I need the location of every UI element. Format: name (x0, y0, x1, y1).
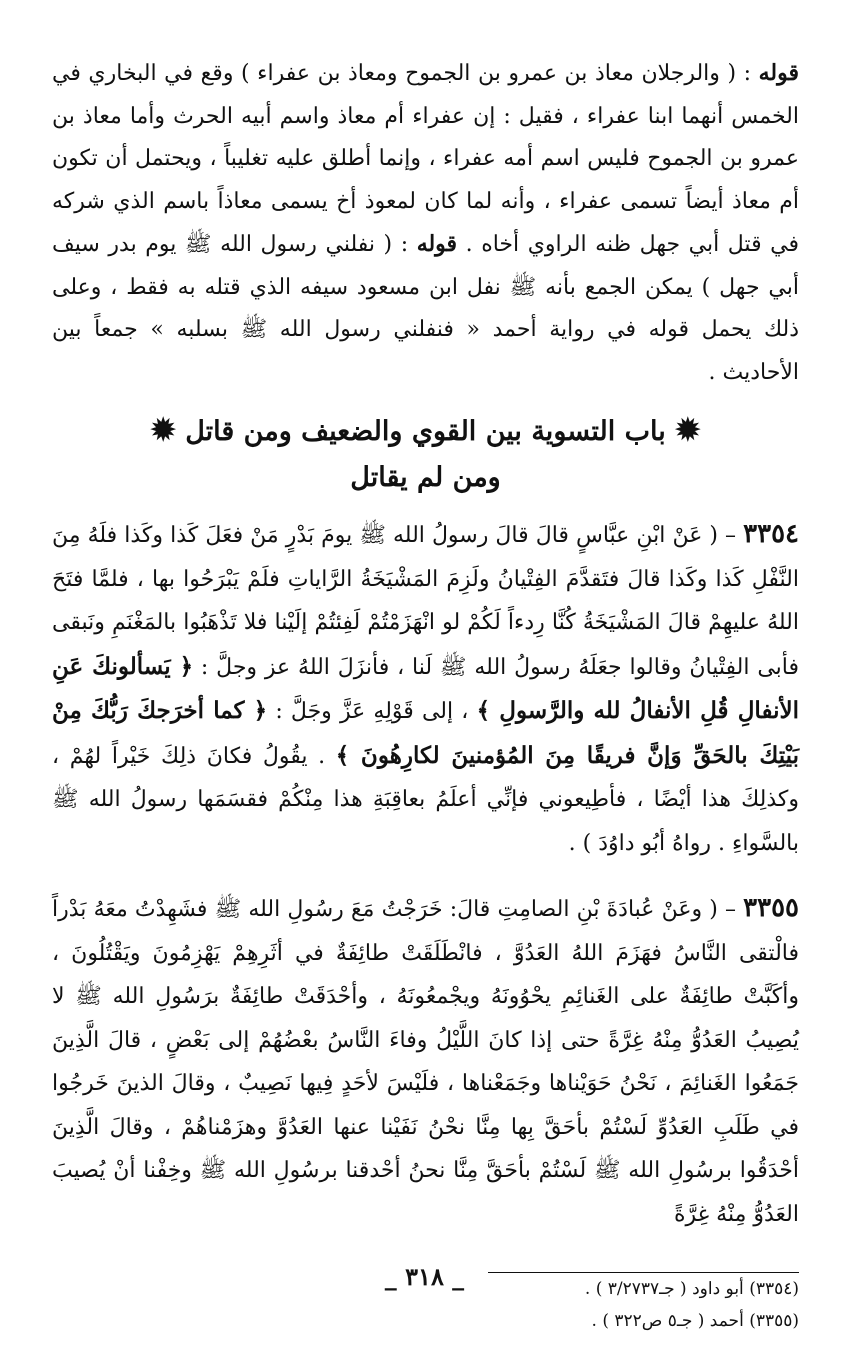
footnote: (٣٣٥٤) أبو داود ( جـ٣/٢٧٣٧ ) . (584, 1279, 799, 1299)
quran-verse: ﴿ كما أخرَجكَ رَبُّكَ مِنْ بَيْتِكَ بالحَقِّ وَإنَّ فريقًا مِنَ المُؤمنينَ لكارِهُونَ ﴾ (52, 697, 799, 769)
star-ornament-icon: ✹ (150, 413, 176, 448)
hadith-text: . يقُولُ فكانَ ذلِكَ خَيْراً لهُمْ ، وكذلِكَ هذا أيْضًا ، فأطِيعوني فإنِّي أعلَمُ بعاقِبَةِ هذا مِنْكُمْ فقسَمَها رسولُ الله ﷺ بالسَّواءِ . رواهُ أبُو داوُدَ ) . (52, 743, 799, 856)
page-number: _ ٣١٨ _ (384, 1262, 465, 1291)
hadith-text: – ( وعَنْ عُبادَةَ بْنِ الصامِتِ قالَ: خَرَجْتُ مَعَ رسُولِ الله ﷺ فشَهِدْتُ معَهُ بَدْراً فالْتقى النَّاسُ فهَزَمَ اللهُ العَدُوَّ ، فانْطَلَقَتْ طائِفَةٌ في أثَرِهِمْ يَهْزِمُونَ ويَقْتُلُونَ ، وأكَبَّتْ طائِفَةٌ على الغَنائِمِ يحْوُونَهُ ويجْمعُونَهُ ، وأحْدَقَتْ طائِفَةٌ برَسُولِ الله ﷺ لا يُصِيبُ العَدُوُّ مِنْهُ غِرَّةً حتى إذا كانَ اللَّيْلُ وفاءَ النَّاسُ بعْضُهُمْ إلى بَعْضٍ ، قالَ الَّذِينَ جَمَعُوا الغَنائِمَ ، نَحْنُ حَوَيْناها وجَمَعْناها ، فلَيْسَ لأحَدٍ فِيها نَصِيبٌ ، وقالَ الذينَ خَرجُوا في طَلَبِ العَدُوِّ لَسْتُمْ بأحَقَّ بِها مِنَّا نحْنُ نَفَيْنا عنها العَدُوَّ وهزَمْناهُمْ ، وقالَ الَّذِينَ أحْدَقُوا برسُولِ الله ﷺ لَسْتُمْ بأحَقَّ مِنَّا نحنُ أحْدقنا برسُولِ الله ﷺ وخِفْنا أنْ يُصيبَ العَدُوُّ مِنْهُ غِرَّةً (52, 897, 799, 1227)
commentary-paragraph (52, 52, 799, 394)
hadith-number: ٣٣٥٤ (743, 519, 799, 549)
quran-verse: ﴿ يَسألونكَ عَنِ الأنفالِ قُلِ الأنفالُ لله والرَّسولِ ﴾ (52, 652, 799, 724)
hadith-number: ٣٣٥٥ (743, 893, 799, 923)
hadith-3355 (52, 887, 799, 1236)
hadith-text: – ( عَنْ ابْنِ عبَّاسٍ قالَ قالَ رسولُ الله ﷺ يومَ بَدْرٍ مَنْ فعَلَ كَذا وكَذا فلَهُ مِنَ النَّفْلِ كَذا وكَذا قالَ فتَقدَّمَ الفِتْيانُ ولَزِمَ المَشْيَخَةُ الرَّاياتِ فلَمْ يَبْرَحُوا بها ، فلمَّا فتَحَ اللهُ عليهِمْ قالَ المَشْيَخَةُ كُنَّا رِدءاً لَكُمْ لو انْهَزَمْتُمْ لَفِئتُمْ إلَيْنا فلا تَذْهَبُوا بالمَغْنَمِ ونَبقى فأبى الفِتْيانُ وقالوا جعَلَهُ رسولُ الله ﷺ لَنا ، فأنزَلَ اللهُ عز وجلَّ : (52, 523, 799, 680)
chapter-title-line-2: ومن لم يقاتل (350, 462, 501, 493)
hadith-3354 (52, 513, 799, 865)
star-ornament-icon: ✹ (675, 413, 701, 448)
commentary-label: قوله (758, 60, 799, 86)
footnote: (٣٣٥٥) أحمد ( جـ٥ ص٣٢٢ ) . (591, 1311, 799, 1331)
commentary-text: : ( نفلني رسول الله ﷺ يوم بدر سيف أبي جهل ) يمكن الجمع بأنه ﷺ نفل ابن مسعود سيفه الذي قتله به فقط ، وعلى ذلك يحمل قوله في رواية أحمد « فنفلني رسول الله ﷺ بسلبه » جمعاً بين الأحاديث . (52, 232, 799, 385)
hadith-text: ، إلى قَوْلِهِ عَزَّ وجَلَّ : (275, 699, 469, 724)
chapter-title-line-1: باب التسوية بين القوي والضعيف ومن قاتل (185, 416, 666, 447)
commentary-text: : ( والرجلان معاذ بن عمرو بن الجموح ومعاذ بن عفراء ) وقع في البخاري في الخمس أنهما ابنا عفراء ، فقيل : إن عفراء أم معاذ واسم أبيه الحرث وأما معاذ بن عمرو بن الجموح فليس اسم أمه عفراء ، وإنما أطلق عليه تغليباً ، ويحتمل أن تكون أم معاذ أيضاً تسمى عفراء ، وأنه لما كان لمعوذ أخ يسمى معاذاً باسم الذي شركه في قتل أبي جهل ظنه الراوي أخاه . (52, 61, 799, 257)
commentary-label: قوله (416, 231, 458, 257)
chapter-heading (52, 408, 799, 501)
